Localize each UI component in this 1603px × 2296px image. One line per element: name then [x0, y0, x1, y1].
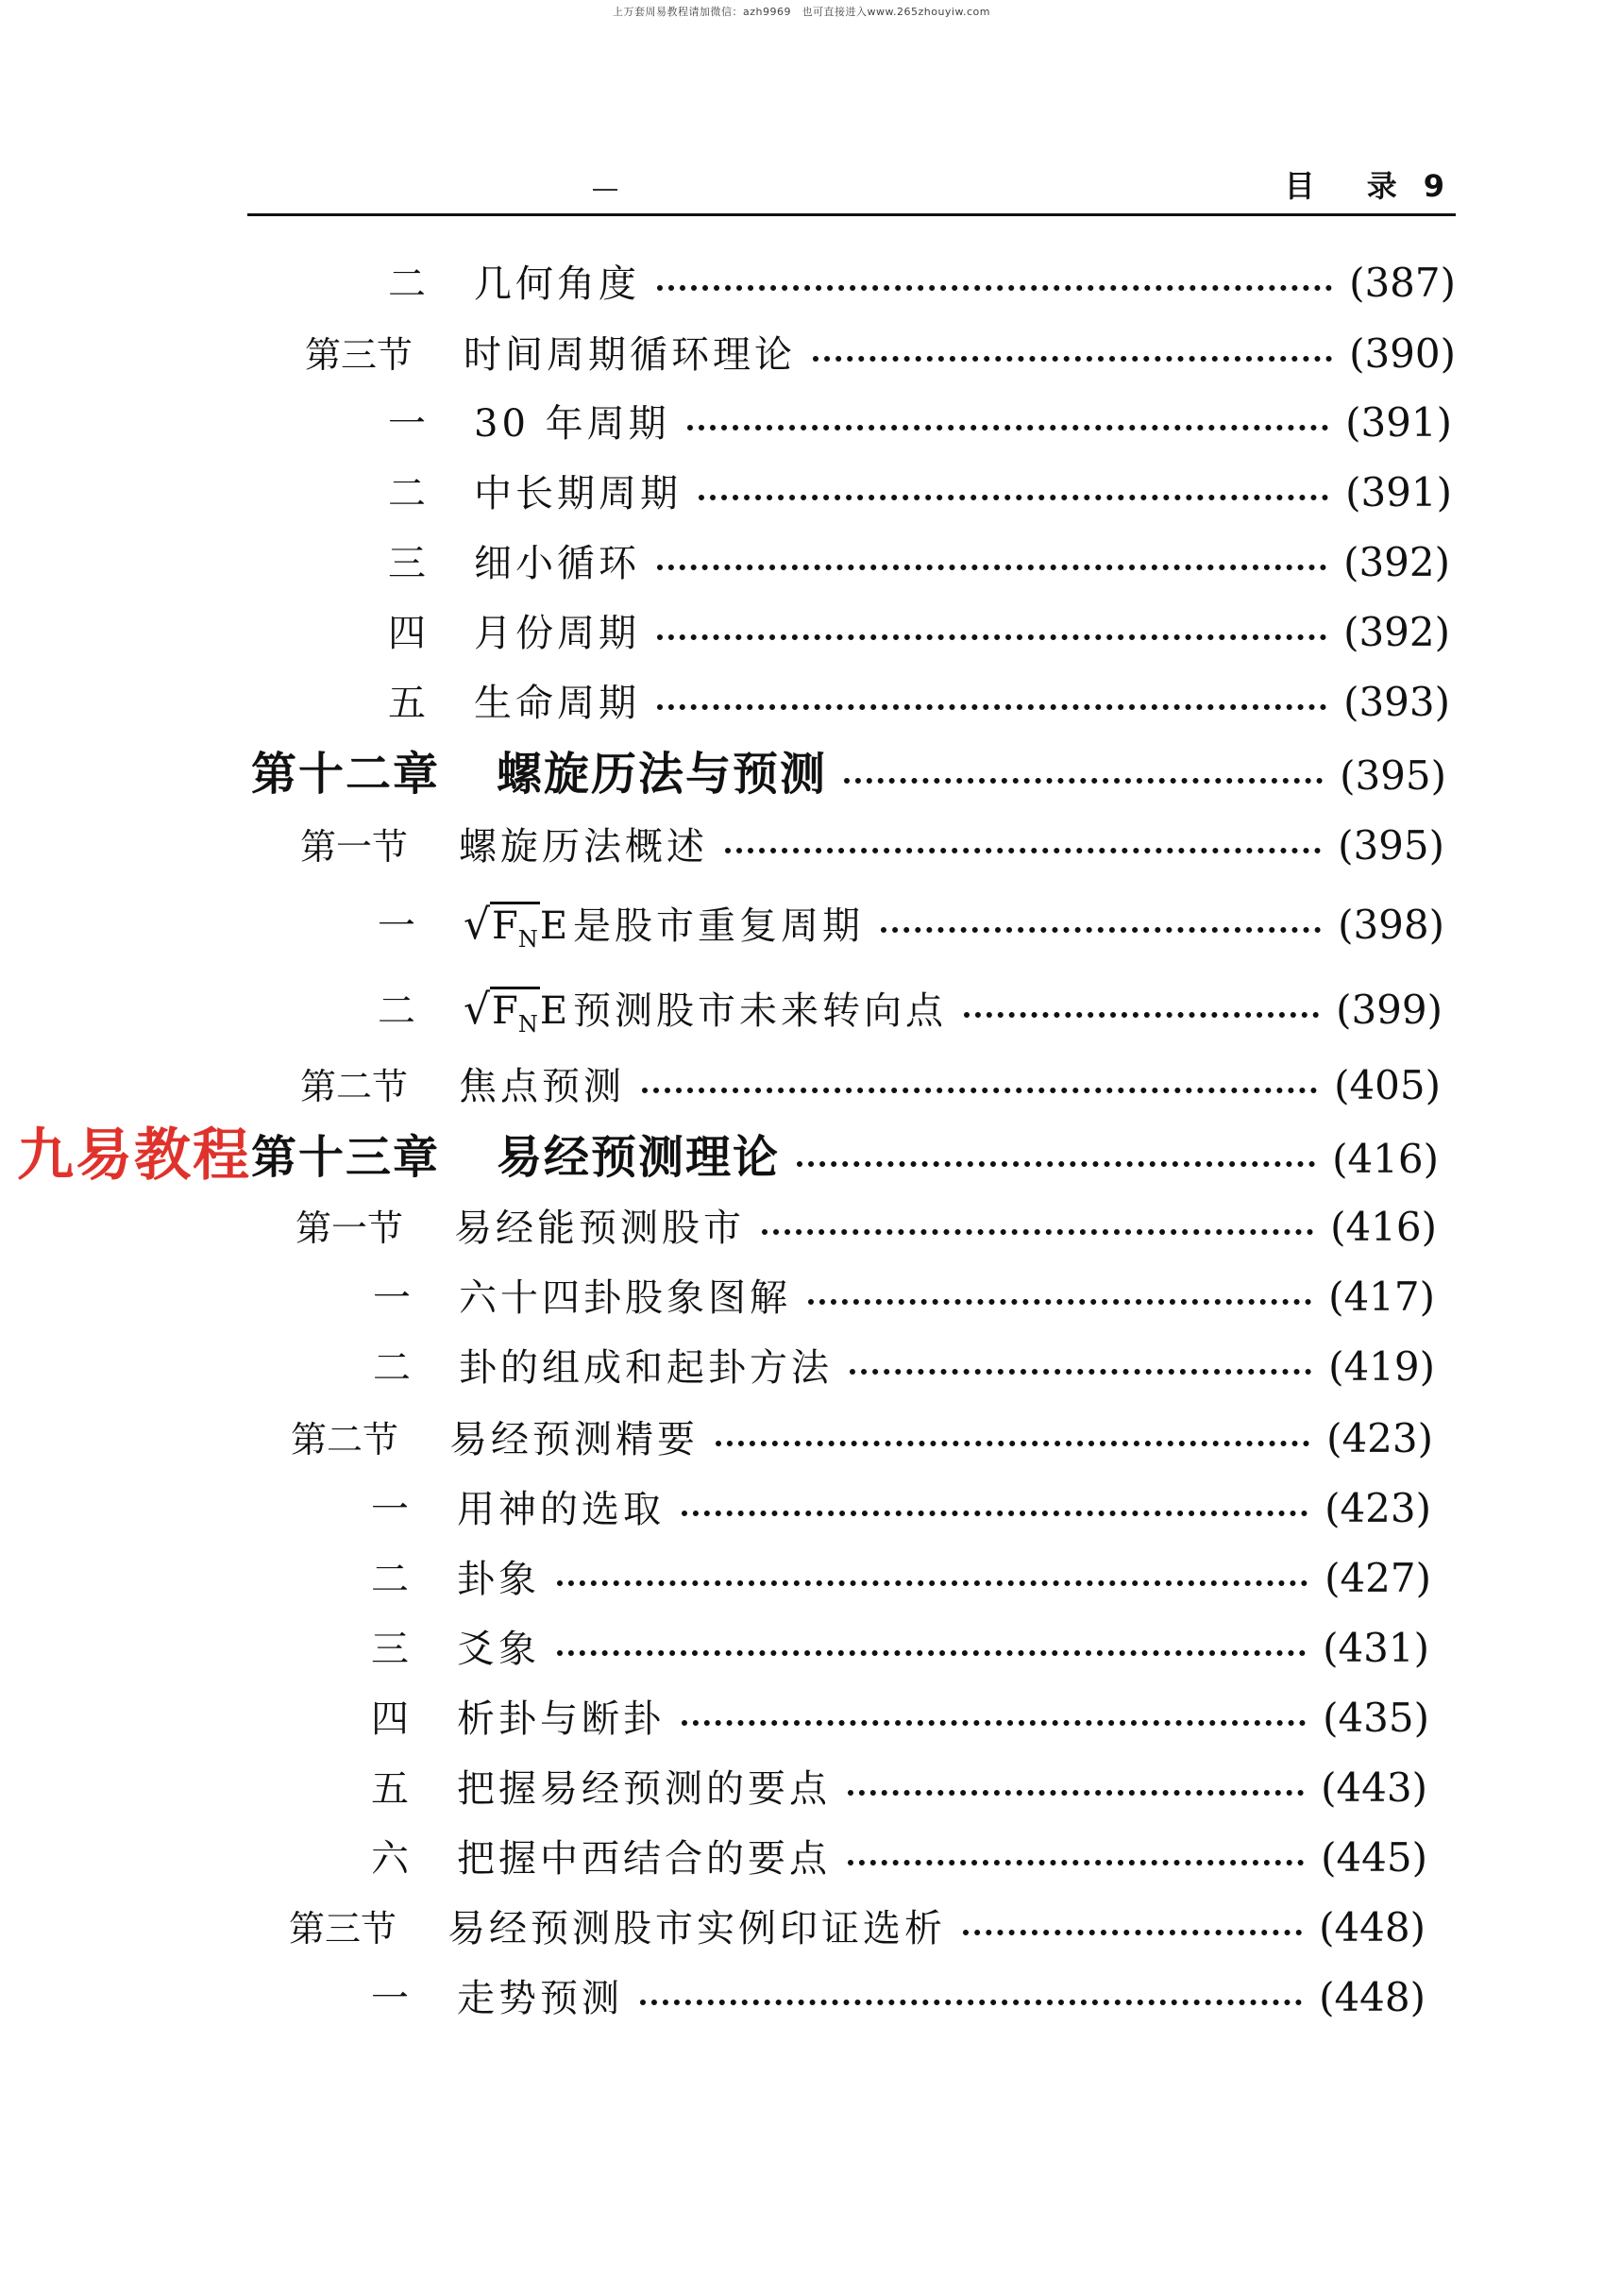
toc-title: 走势预测	[457, 1977, 623, 2020]
dot-leader	[964, 1003, 1319, 1018]
toc-item-row[interactable]	[374, 255, 1456, 312]
dot-leader	[699, 485, 1328, 500]
top-note: 上万套周易教程请加微信：azh9969 也可直接进入www.265zhouyiw.com	[613, 6, 990, 18]
toc-number: 二	[388, 262, 426, 306]
toc-title: 焦点预测	[459, 1065, 625, 1108]
toc-title: 月份周期	[474, 612, 640, 655]
radical-sign-icon: √	[464, 986, 491, 1034]
dot-leader	[762, 1220, 1313, 1235]
toc-title: 细小循环	[474, 542, 640, 585]
toc-page-number: (391)	[1345, 399, 1452, 446]
toc-item-row[interactable]	[363, 897, 1444, 954]
toc-number: 一	[378, 904, 415, 948]
toc-title: 螺旋历法概述	[459, 825, 708, 869]
toc-title: 几何角度	[474, 262, 640, 306]
toc-page-number: (416)	[1332, 1136, 1439, 1182]
dot-leader	[797, 1152, 1315, 1167]
toc-item-row[interactable]	[374, 674, 1450, 731]
toc-page-number: (423)	[1325, 1485, 1431, 1531]
toc-title: 六十四卦股象图解	[459, 1276, 791, 1320]
toc-number: 第三节	[288, 1908, 397, 1950]
toc-number: 第二节	[290, 1419, 398, 1460]
sqrt-formula	[464, 897, 573, 968]
toc-page-number: (419)	[1328, 1343, 1435, 1390]
toc-number: 第二节	[299, 1066, 408, 1107]
toc-number: 六	[371, 1837, 409, 1881]
formula-base: F	[492, 989, 518, 1033]
toc-number: 三	[371, 1628, 409, 1671]
toc-page-number: (448)	[1319, 1904, 1426, 1950]
toc-number: 二	[371, 1558, 409, 1601]
toc-title: 把握易经预测的要点	[457, 1767, 831, 1811]
sqrt-formula	[464, 982, 573, 1053]
toc-item-row[interactable]	[357, 1480, 1431, 1537]
dot-leader	[725, 838, 1321, 853]
toc-number: 第一节	[295, 1207, 403, 1249]
toc-number: 第十二章	[250, 748, 440, 801]
toc-title: 易经预测理论	[497, 1131, 781, 1184]
toc-item-row[interactable]	[357, 1620, 1429, 1677]
dot-leader	[557, 1641, 1306, 1656]
toc-item-row[interactable]	[357, 1760, 1427, 1816]
toc-page-number: (387)	[1349, 260, 1456, 306]
toc-page-number: (395)	[1340, 752, 1446, 799]
toc-page-number: (395)	[1338, 822, 1444, 869]
toc-number: 一	[388, 402, 426, 446]
toc-number: 二	[388, 472, 426, 515]
toc-page-number: (417)	[1328, 1274, 1435, 1320]
toc-chapter-row[interactable]	[242, 746, 1446, 802]
toc-page-number: (405)	[1334, 1062, 1441, 1108]
toc-title: 卦象	[457, 1558, 540, 1601]
dot-leader	[640, 1990, 1302, 2005]
toc-number: 二	[373, 1346, 411, 1390]
toc-page-number: (398)	[1338, 902, 1444, 948]
toc-title: 易经预测精要	[449, 1418, 699, 1461]
toc-page-number: (427)	[1325, 1555, 1431, 1601]
toc-page-number: (416)	[1330, 1204, 1437, 1250]
toc-title: 爻象	[457, 1628, 540, 1671]
dot-leader	[657, 555, 1326, 570]
toc-title: 易经预测股市实例印证选析	[447, 1907, 946, 1950]
toc-section-row[interactable]	[283, 1057, 1441, 1114]
toc-number: 三	[388, 542, 426, 585]
toc-item-row[interactable]	[359, 1339, 1435, 1395]
dot-leader	[844, 768, 1323, 784]
toc-title: 易经能预测股市	[454, 1207, 745, 1250]
toc-title: 螺旋历法与预测	[497, 748, 828, 801]
toc-title: 中长期周期	[474, 472, 682, 515]
toc-number: 五	[388, 682, 426, 725]
toc-number: 四	[388, 612, 426, 655]
radical-sign-icon: √	[464, 901, 491, 949]
watermark-text: 九易教程	[17, 1123, 251, 1189]
toc-title: 用神的选取	[457, 1488, 665, 1531]
running-head-title: 目 录	[1284, 168, 1418, 204]
dot-leader	[657, 276, 1332, 291]
toc-page-number: (392)	[1343, 609, 1450, 655]
toc-number: 一	[373, 1276, 411, 1320]
dot-leader	[850, 1359, 1311, 1375]
toc-number: 一	[371, 1977, 409, 2020]
toc-section-row[interactable]	[288, 326, 1456, 382]
dot-leader	[557, 1571, 1308, 1586]
toc-item-row[interactable]	[359, 1269, 1435, 1325]
toc-title: 析卦与断卦	[457, 1697, 665, 1741]
radicand	[490, 902, 540, 953]
dot-leader	[682, 1501, 1308, 1516]
dot-leader	[657, 625, 1326, 640]
dot-leader	[813, 346, 1332, 362]
toc-title: 生命周期	[474, 682, 640, 725]
toc-item-row[interactable]	[357, 1550, 1431, 1607]
formula-rest: E	[539, 989, 568, 1033]
toc-number: 二	[378, 989, 415, 1033]
toc-title: 预测股市未来转向点	[573, 989, 948, 1033]
dot-leader	[881, 918, 1321, 933]
toc-page-number: (435)	[1323, 1695, 1429, 1741]
toc-page-number: (445)	[1321, 1834, 1427, 1881]
toc-item-row[interactable]	[357, 1690, 1429, 1747]
toc-number: 第一节	[299, 826, 408, 868]
dot-leader	[716, 1431, 1309, 1446]
toc-item-row[interactable]	[374, 464, 1452, 521]
toc-page-number: (393)	[1343, 679, 1450, 725]
dot-leader	[682, 1711, 1306, 1726]
toc-number: 一	[371, 1488, 409, 1531]
toc-title: 卦的组成和起卦方法	[459, 1346, 833, 1390]
toc-item-row[interactable]	[357, 1969, 1426, 2026]
toc-page-number: (448)	[1319, 1974, 1426, 2020]
dot-leader	[963, 1920, 1302, 1935]
toc-title: 30 年周期	[474, 402, 670, 446]
toc-section-row[interactable]	[274, 1410, 1433, 1467]
toc-number: 五	[371, 1767, 409, 1811]
formula-subscript: N	[517, 1011, 538, 1038]
dot-leader	[808, 1290, 1311, 1305]
toc-number: 第三节	[304, 334, 413, 376]
toc-section-row[interactable]	[283, 818, 1444, 874]
radicand	[490, 987, 540, 1038]
toc-title: 把握中西结合的要点	[457, 1837, 831, 1881]
toc-chapter-row[interactable]	[242, 1129, 1439, 1186]
toc-page-number: (392)	[1343, 539, 1450, 585]
toc-item-row[interactable]	[374, 395, 1452, 451]
toc-title: 时间周期循环理论	[464, 333, 796, 377]
dot-leader	[642, 1078, 1317, 1093]
dot-leader	[687, 415, 1328, 430]
toc-page-number: (423)	[1326, 1415, 1433, 1461]
dot-leader	[657, 695, 1326, 710]
toc-page-number: (431)	[1323, 1625, 1429, 1671]
toc-page-number: (399)	[1336, 987, 1443, 1033]
formula-base: F	[492, 904, 518, 948]
dot-leader	[848, 1781, 1304, 1796]
toc-page-number: (390)	[1349, 330, 1456, 377]
toc-item-row[interactable]	[357, 1830, 1427, 1886]
page-number: 9	[1423, 168, 1444, 204]
toc-number: 第十三章	[250, 1131, 440, 1184]
toc-item-row[interactable]	[374, 604, 1450, 661]
toc-page-number: (443)	[1321, 1764, 1427, 1811]
toc-title: 是股市重复周期	[573, 904, 865, 948]
toc-section-row[interactable]	[272, 1899, 1426, 1956]
toc-page-number: (391)	[1345, 469, 1452, 515]
toc-item-row[interactable]	[363, 982, 1443, 1038]
toc-section-row[interactable]	[278, 1199, 1437, 1256]
formula-rest: E	[539, 904, 568, 948]
toc-item-row[interactable]	[374, 534, 1450, 591]
toc-number: 四	[371, 1697, 409, 1741]
formula-subscript: N	[517, 926, 538, 953]
dot-leader	[848, 1850, 1304, 1866]
